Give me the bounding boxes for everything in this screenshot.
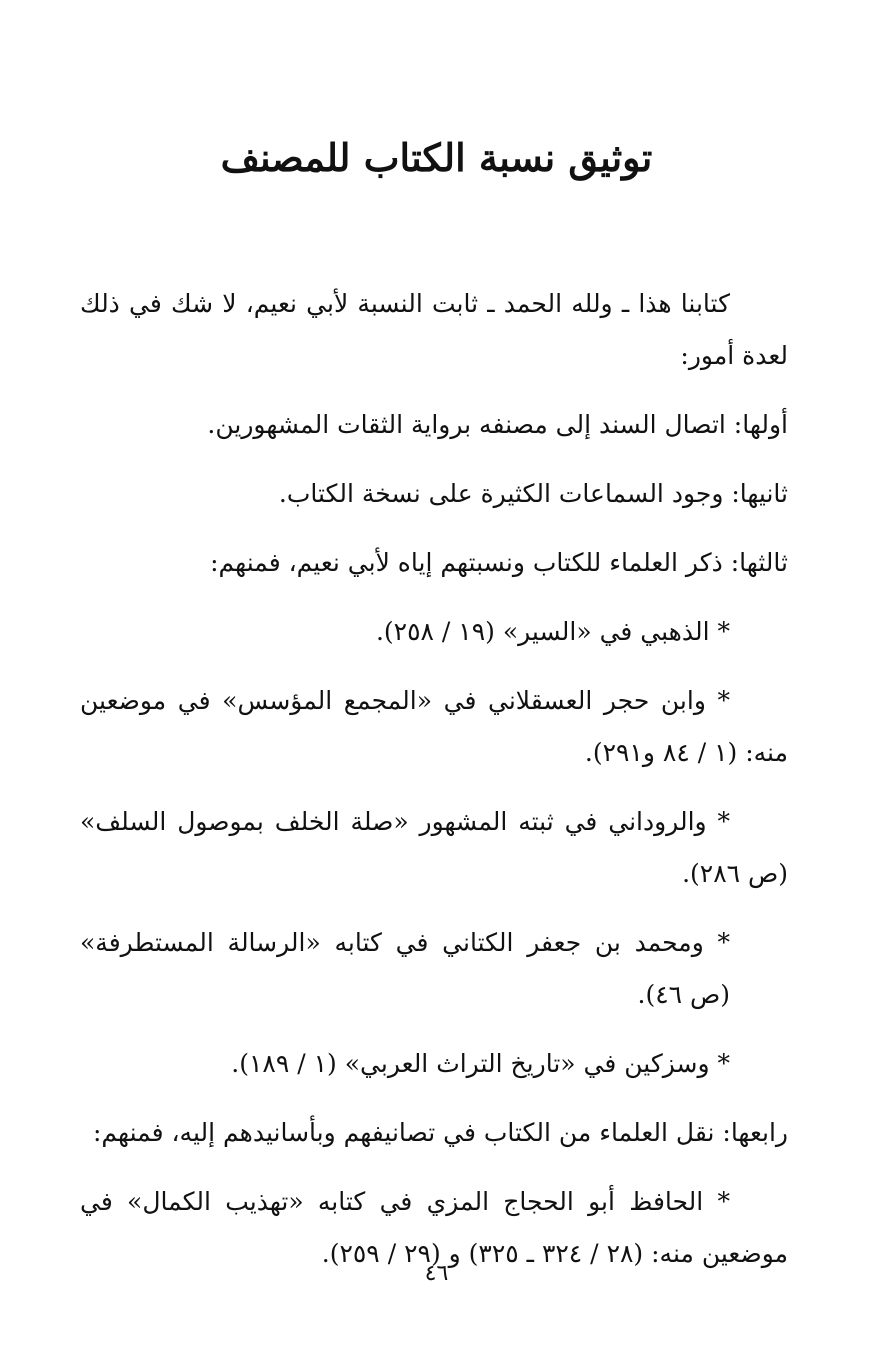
citation-ibn-hajar: * وابن حجر العسقلاني في «المجمع المؤسس» في موضعين منه: (١ / ٨٤ و٢٩١). (80, 686, 788, 767)
citation-kattani: * ومحمد بن جعفر الكتاني في كتابه «الرسالة المستطرفة» (ص ٤٦). (80, 928, 730, 1009)
reason-first: أولها: اتصال السند إلى مصنفه برواية الثقات المشهورين. (207, 410, 788, 439)
reason-second: ثانيها: وجود السماعات الكثيرة على نسخة الكتاب. (278, 479, 788, 508)
reason-fourth: رابعها: نقل العلماء من الكتاب في تصانيفهم وبأسانيدهم إليه، فمنهم: (93, 1118, 788, 1147)
citation-dhahabi: * الذهبي في «السير» (١٩ / ٢٥٨). (375, 617, 730, 646)
citation-rudani: * والروداني في ثبته المشهور «صلة الخلف بموصول السلف» (ص ٢٨٦). (80, 807, 788, 888)
reason-third: ثالثها: ذكر العلماء للكتاب ونسبتهم إياه لأبي نعيم، فمنهم: (210, 548, 788, 577)
page-body (80, 278, 788, 1297)
citation-mizzi: * الحافظ أبو الحجاج المزي في كتابه «تهذيب الكمال» في موضعين منه: (٢٨ / ٣٢٤ ـ ٣٢٥) و (٢٩ / ٢٥٩). (80, 1187, 788, 1268)
page-number: ٤٦ (424, 1261, 449, 1286)
citation-sezgin: * وسزكين في «تاريخ التراث العربي» (١ / ١٨٩). (231, 1049, 730, 1078)
intro-paragraph: كتابنا هذا ـ ولله الحمد ـ ثابت النسبة لأبي نعيم، لا شك في ذلك لعدة أمور: (80, 289, 788, 370)
page-title: توثيق نسبة الكتاب للمصنف (220, 135, 653, 180)
